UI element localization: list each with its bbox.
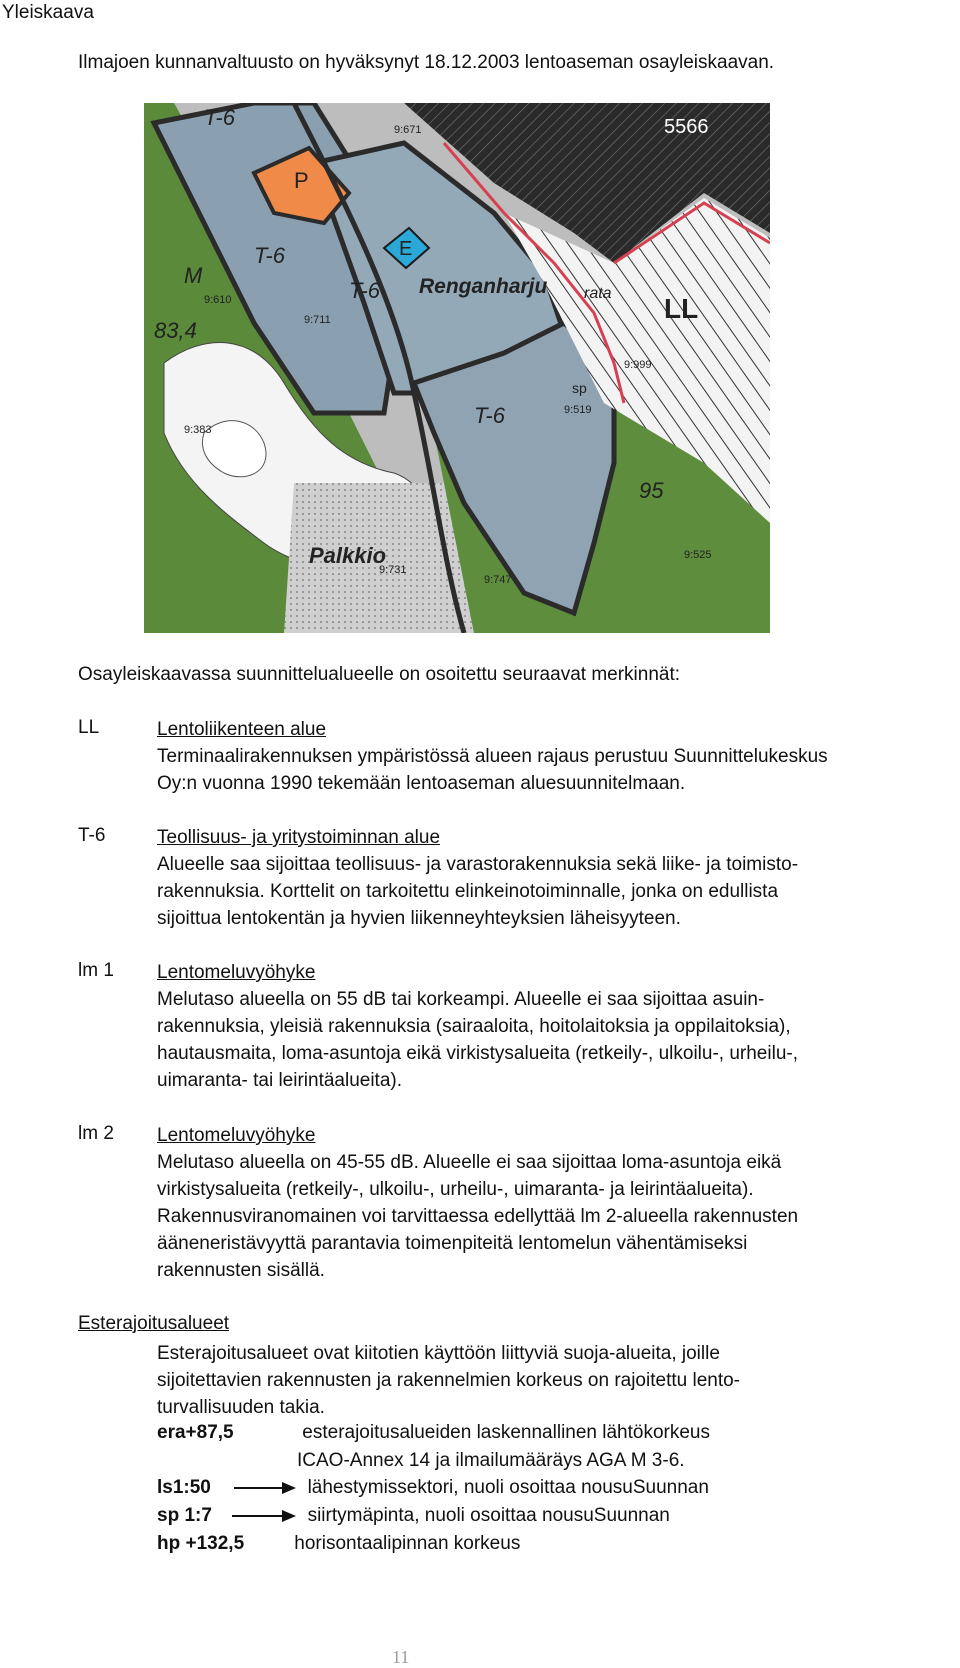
arrow-right-icon: [234, 1481, 296, 1495]
def-row-hp: [157, 1533, 520, 1555]
def-desc-hp: horisontaalipinnan korkeus: [294, 1533, 521, 1554]
map-label-p: P: [294, 168, 309, 193]
map-label-9731: 9:731: [379, 564, 407, 576]
def-desc-sp: siirtymäpinta, nuoli osoittaa nousuSuunnan: [307, 1505, 670, 1526]
entry-lm2-title: Lentomeluvyöhyke: [157, 1125, 316, 1146]
entry-t6: [157, 824, 957, 932]
map-label-t6-d: T-6: [474, 403, 505, 428]
map-label-t6-a: T-6: [204, 105, 235, 130]
map-label-palkkio: Palkkio: [309, 543, 387, 568]
ester-line-3: turvallisuuden takia.: [157, 1397, 325, 1418]
map-label-m: M: [184, 263, 203, 288]
entry-lm2: [157, 1122, 957, 1284]
zoning-map: [144, 103, 770, 633]
code-lm1: lm 1: [78, 960, 114, 981]
map-label-9711: 9:711: [304, 314, 331, 326]
def-key-sp: sp 1:7: [157, 1505, 212, 1526]
map-label-9610: 9:610: [204, 294, 232, 306]
entry-lm2-line-2: virkistysalueita (retkeily-, ulkoilu-, urheilu-, uimaranta- ja leirintäalueita).: [157, 1179, 754, 1200]
arrow-right-icon: [232, 1509, 296, 1523]
def-key-hp: hp +132,5: [157, 1533, 245, 1554]
entry-t6-title: Teollisuus- ja yritystoiminnan alue: [157, 827, 441, 848]
map-label-sp: sp: [572, 380, 587, 396]
entry-ll-line-2: Oy:n vuonna 1990 tekemään lentoaseman aluesuunnitelmaan.: [157, 773, 686, 794]
map-label-e: E: [399, 238, 413, 260]
map-label-9747: 9:747: [484, 574, 512, 586]
map-label-t6-b: T-6: [254, 243, 285, 268]
map-label-ll: LL: [664, 293, 699, 324]
map-label-9519: 9:519: [564, 404, 592, 416]
map-label-renganharju: Renganharju: [419, 275, 548, 298]
entry-ll-title: Lentoliikenteen alue: [157, 719, 327, 740]
header-title: Yleiskaava: [2, 2, 94, 23]
ester-line-2: sijoitettavien rakennusten ja rakennelmien korkeus on rajoitettu lento-: [157, 1370, 740, 1391]
def-row-sp: [157, 1505, 670, 1527]
entry-t6-line-1: Alueelle saa sijoittaa teollisuus- ja varastorakennuksia sekä liike- ja toimisto-: [157, 854, 799, 875]
entry-lm2-line-1: Melutaso alueella on 45-55 dB. Alueelle ei saa sijoittaa loma-asuntoja eikä: [157, 1152, 782, 1173]
map-label-9525: 9:525: [684, 549, 712, 561]
def-row-icao: [297, 1450, 685, 1472]
map-label-5566: 5566: [664, 116, 709, 138]
map-label-elev: 83,4: [154, 318, 197, 343]
entry-lm1-title: Lentomeluvyöhyke: [157, 962, 316, 983]
def-key-era: era+87,5: [157, 1422, 234, 1443]
map-label-95: 95: [639, 478, 664, 503]
code-t6: T-6: [78, 825, 106, 846]
code-ll: LL: [78, 717, 100, 738]
map-label-rata: rata: [584, 285, 612, 302]
def-desc-ls: lähestymissektori, nuoli osoittaa nousuSuunnan: [307, 1477, 709, 1498]
code-lm2: lm 2: [78, 1123, 114, 1144]
def-desc-era: esterajoitusalueiden laskennallinen lähtökorkeus: [302, 1422, 710, 1443]
def-row-ls: [157, 1477, 709, 1499]
entry-t6-line-2: rakennuksia. Korttelit on tarkoitettu elinkeinotoiminnalle, jonka on edullista: [157, 881, 779, 902]
intro-text: Ilmajoen kunnanvaltuusto on hyväksynyt 18.12.2003 lentoaseman osayleiskaavan.: [78, 52, 775, 73]
ester-title: Esterajoitusalueet: [78, 1313, 230, 1334]
entry-lm1-line-3: hautausmaita, loma-asuntoja eikä virkistysalueita (retkeily-, ulkoilu-, urheilu-,: [157, 1043, 798, 1064]
map-label-9671: 9:671: [394, 124, 422, 136]
def-key-ls: ls1:50: [157, 1477, 211, 1498]
ester-line-1: Esterajoitusalueet ovat kiitotien käyttöön liittyviä suoja-alueita, joille: [157, 1343, 720, 1364]
entry-lm2-line-4: ääneneristävyyttä parantavia toimenpiteitä lentomelun vähentämiseksi: [157, 1233, 748, 1254]
entry-lm1-line-1: Melutaso alueella on 55 dB tai korkeampi. Alueelle ei saa sijoittaa asuin-: [157, 989, 765, 1010]
entry-lm2-line-5: rakennusten sisällä.: [157, 1260, 325, 1281]
legend-intro: Osayleiskaavassa suunnittelualueelle on osoitettu seuraavat merkinnät:: [78, 664, 681, 685]
entry-t6-line-3: sijoittua lentokentän ja hyvien liikenneyhteyksien läheisyyteen.: [157, 908, 681, 929]
def-desc-icao: ICAO-Annex 14 ja ilmailumääräys AGA M 3-6.: [297, 1450, 685, 1471]
entry-lm1-line-4: uimaranta- tai leirintäalueita).: [157, 1070, 403, 1091]
ester-body: [157, 1340, 957, 1421]
map-label-t6-c: T-6: [349, 278, 380, 303]
map-label-9999: 9:999: [624, 359, 652, 371]
entry-lm2-line-3: Rakennusviranomainen voi tarvittaessa edellyttää lm 2-alueella rakennusten: [157, 1206, 799, 1227]
entry-ll: [157, 716, 957, 797]
def-row-era: [157, 1422, 710, 1444]
page-number: 11: [392, 1647, 410, 1667]
map-label-9383: 9:383: [184, 424, 212, 436]
entry-lm1-line-2: rakennuksia, yleisiä rakennuksia (sairaaloita, hoitolaitoksia ja oppilaitoksia),: [157, 1016, 791, 1037]
entry-ll-line-1: Terminaalirakennuksen ympäristössä alueen rajaus perustuu Suunnittelukeskus: [157, 746, 828, 767]
entry-lm1: [157, 959, 957, 1094]
